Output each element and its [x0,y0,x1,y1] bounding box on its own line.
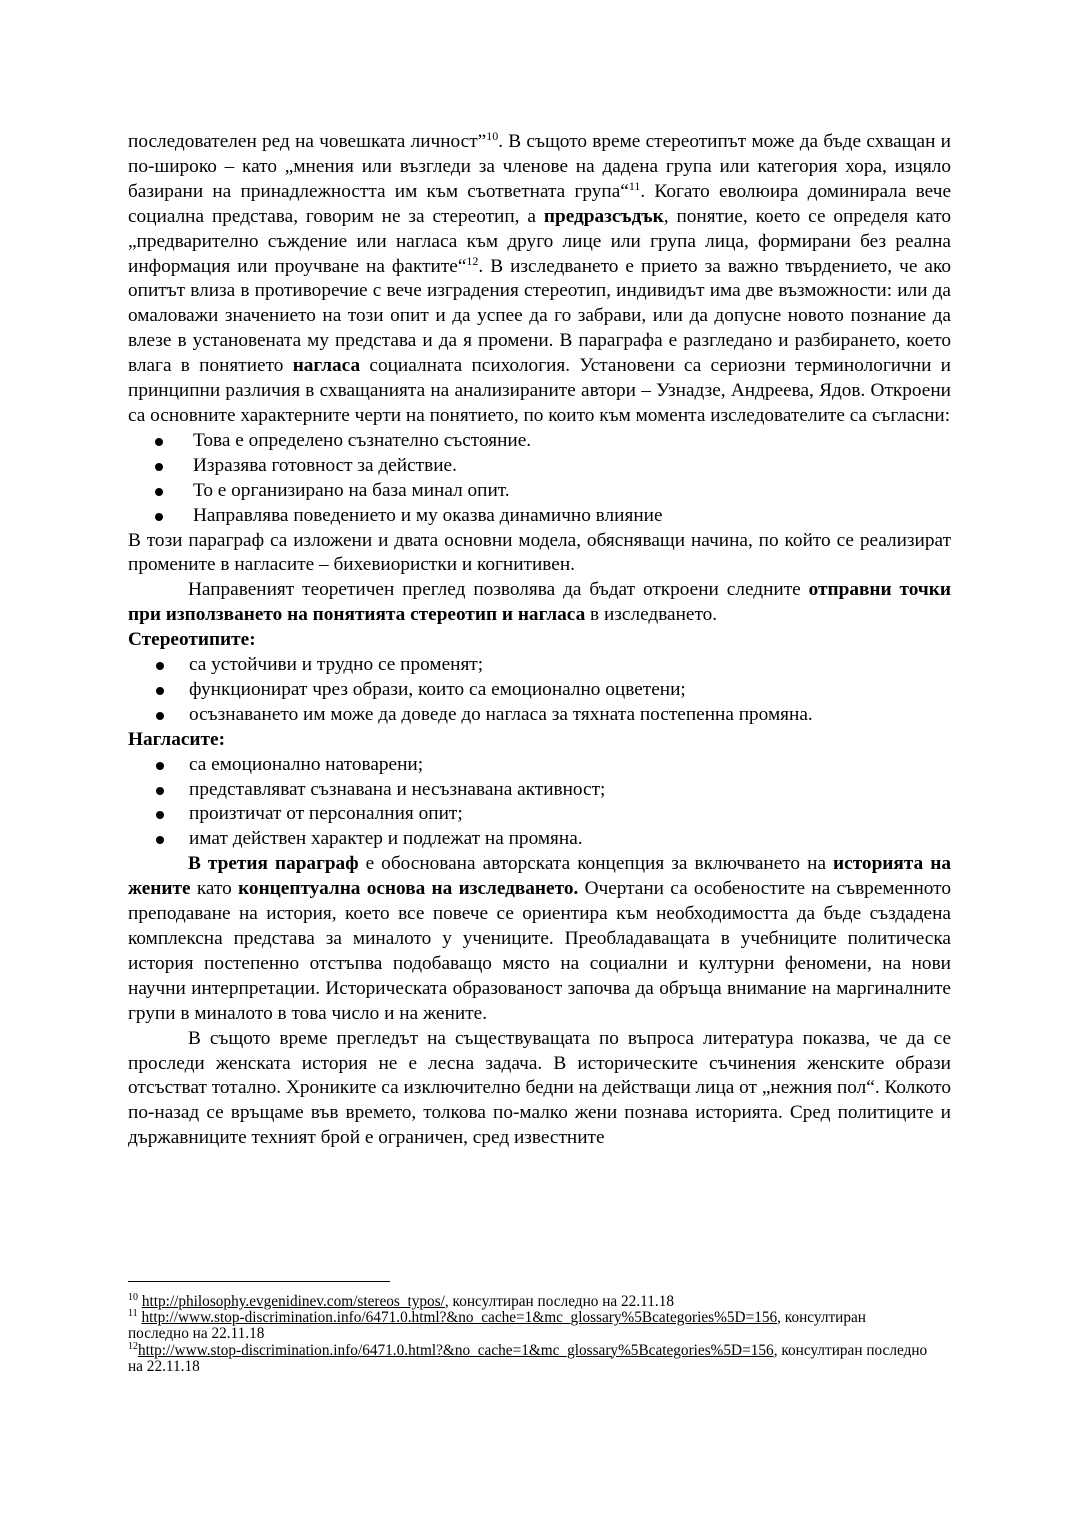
bold-reference-points: отправни точки при използването на понятията стереотип и нагласа [128,579,952,626]
stereotypes-heading: Стереотипите: [128,629,256,651]
footnotes [128,1294,928,1375]
footnote-link[interactable]: http://www.stop-discrimination.info/6471.0.html?&no_cache=1&mc_glossary%5Bcategories%5D=156 [138,1341,774,1359]
body-text [128,130,951,1151]
paragraph-literature-review: В същото време прегледът на съществуващата по въпроса литература показва, че да се проследи женската история не е лесна задача. В историческите съчинения женските образи отсъстват тотално. Хрониките са изключително бедни на действащи лица от „нежния пол“. Колкото по-назад се връщаме във времето, толкова по-малко жени познава историята. Сред политиците и държавниците техният брой е ограничен, сред известните [128,1027,951,1149]
paragraph-reference-points: Направеният теоретичен преглед позволява да бъдат откроени следните отправни точки при използването на понятията стереотип и нагласа в изследването. [128,579,952,626]
paragraph-third-section: В третия параграф е обоснована авторската концепция за включването на историята на жените като концептуална основа на изследването. Очертани са особеностите на съвременното преподаване на история, което все повече се ориентира към необходимостта да бъде създадена комплексна представа за миналото у учениците. Преобладаващата в учебниците политическа история постепенно отстъпва подобаващо място на социални и културни феномени, на нови научни интерпретации. Историческата образованост започва да обръща внимание на маргиналните групи в миналото в това число и на жените. [128,853,951,1024]
footnote-link[interactable]: http://www.stop-discrimination.info/6471.0.html?&no_cache=1&mc_glossary%5Bcategories%5D=156 [141,1309,778,1327]
footnote-11: $^{11}$ http://www.stop-discrimination.info/6471.0.html?&no_cache=1&mc_glossary%5Bcategories%5D=156, консултиран последно на 22.11.18 [128,1308,866,1343]
list-item: Направлява поведението и му оказва динамично влияние [128,504,951,529]
list-item: произтичат от персоналния опит; [128,802,951,827]
stereotypes-list [128,653,951,728]
attitudes-heading: Нагласите: [128,728,225,750]
footnote-separator [128,1281,390,1282]
footnote-ref-12[interactable]: 12 [466,253,479,268]
list-item: То е организирано на база минал опит. [128,479,951,504]
list-item: са устойчиви и трудно се променят; [128,653,951,678]
paragraph-stereotype-prejudice: последователен ред на човешката личност”$^{10}$. В същото време стереотипът може да бъде схващан и по-широко – като „мнения или възгледи за членове на дадена група или категория хора, изцяло базирани на принадлежността им към съответната група“$^{11}$. Когато еволюира доминирала вече социална представа, говорим не за стереотип, а предразсъдък, понятие, което се определя като „предварително съждение или нагласа към друго лице или група лица, формирани без реална информация или проучване на фактите“$^{12}$. В изследването е прието за важно твърдението, че ако опитът влиза в противоречие с вече изградения стереотип, индивидът има две възможности: или да омаловажи значението на този опит и да успее да го забрави, или да допусне новото познание да влезе в установената му представа и да я промени. В параграфа е разгледано и разбирането, което влага в понятието нагласа социалната психология. Установени са сериозни терминологични и принципни различия в схващанията на анализираните автори – Узнадзе, Андреева, Ядов. Откроени са основните характерните черти на понятието, по които към момента изследователите са съгласни: [128,129,952,426]
paragraph-attitude-models: В този параграф са изложени и двата основни модела, обясняващи начина, по който се реализират промените в нагласите – бихевиористки и когнитивен. [128,529,951,576]
list-item: Изразява готовност за действие. [128,454,951,479]
list-item: са емоционално натоварени; [128,753,951,778]
footnote-link[interactable]: http://philosophy.evgenidinev.com/stereos_typos/ [141,1293,445,1310]
attitude-traits-list [128,429,951,529]
footnote-12: $^{12}$http://www.stop-discrimination.info/6471.0.html?&no_cache=1&mc_glossary%5Bcategories%5D=156, консултиран последно на 22.11.18 [128,1340,928,1375]
list-item: представляват съзнавана и несъзнавана активност; [128,778,951,803]
list-item: имат действен характер и подлежат на промяна. [128,827,951,852]
list-item: осъзнаването им може да доведе до нагласа за тяхната постепенна промяна. [128,703,951,728]
list-item: Това е определено съзнателно състояние. [128,429,951,454]
attitudes-list [128,753,951,853]
term-attitude: нагласа [292,355,361,377]
footnote-ref-11[interactable]: 11 [628,178,641,193]
footnote-10: $^{10}$ http://philosophy.evgenidinev.com/stereos_typos/, консултиран последно на 22.11.18 [128,1292,675,1310]
term-prejudice: предразсъдък [543,205,664,227]
footnote-ref-10[interactable]: 10 [486,129,499,143]
list-item: функционират чрез образи, които са емоционално оцветени; [128,678,951,703]
